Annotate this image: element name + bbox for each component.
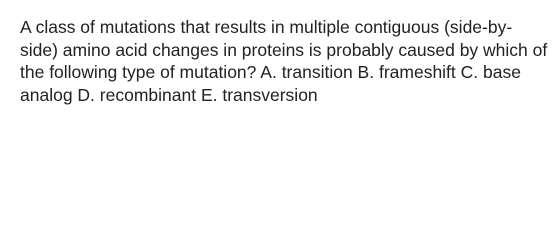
question-text: A class of mutations that results in multiple contiguous (side-by-side) amino acid changes in proteins is probably caused by which of the following type of mutation? A. transition B. frameshift C. base analog D. recombinant E. transversion [20, 17, 548, 105]
